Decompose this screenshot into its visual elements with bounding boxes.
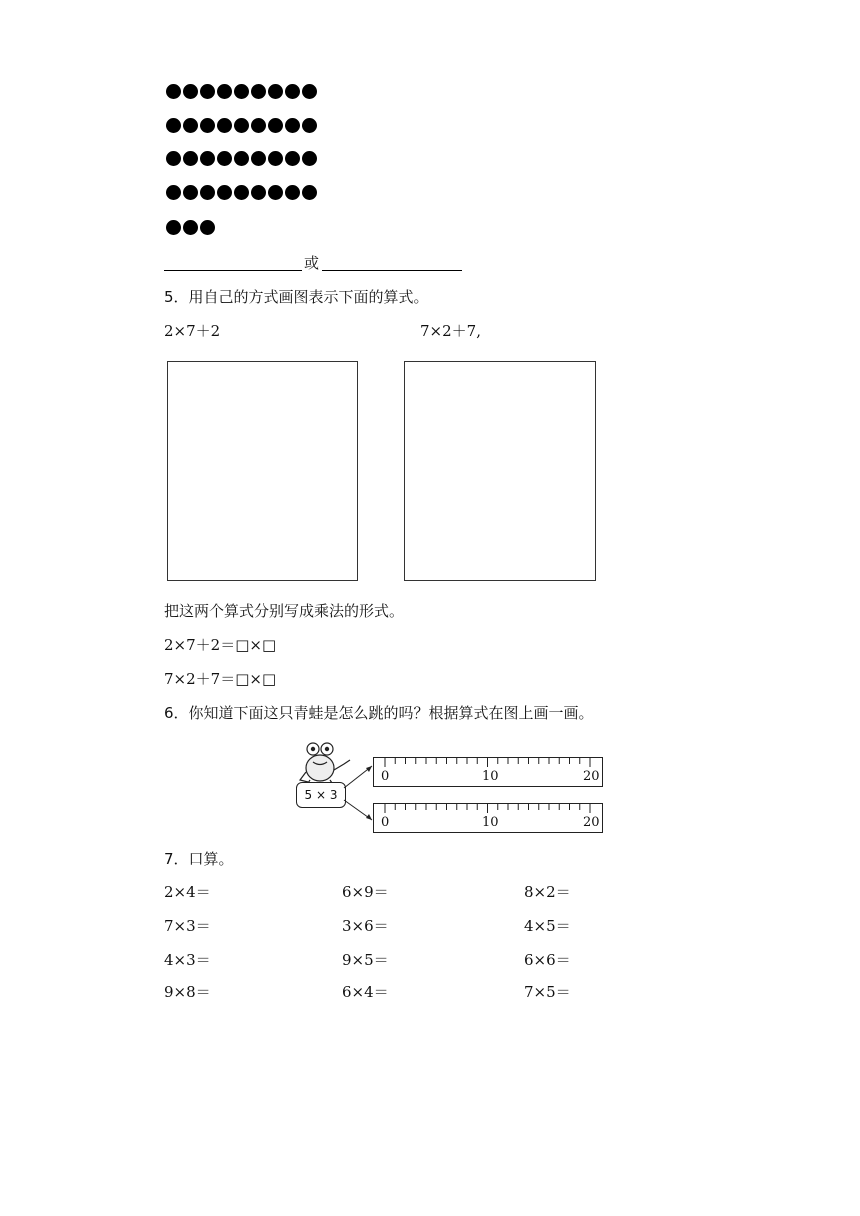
dot xyxy=(285,185,300,200)
dot xyxy=(268,84,283,99)
question-7-title: 7．口算。 xyxy=(164,850,234,868)
dot xyxy=(251,185,266,200)
dot xyxy=(166,118,181,133)
dot xyxy=(166,220,181,235)
ruler-label-10: 10 xyxy=(482,815,499,830)
dot xyxy=(268,151,283,166)
arith-item: 4×3＝ xyxy=(164,951,211,969)
ruler-label-20: 20 xyxy=(583,769,600,784)
dot xyxy=(251,118,266,133)
question-6-title: 6．你知道下面这只青蛙是怎么跳的吗？根据算式在图上画一画。 xyxy=(164,704,594,722)
dot xyxy=(285,84,300,99)
multiplication-line-2: 7×2＋7＝□×□ xyxy=(164,670,277,688)
number-line-ruler-2[interactable] xyxy=(373,803,603,833)
dot xyxy=(234,84,249,99)
dot xyxy=(183,84,198,99)
ruler-label-0: 0 xyxy=(381,769,390,784)
dot xyxy=(268,118,283,133)
dot xyxy=(234,118,249,133)
arith-item: 9×8＝ xyxy=(164,983,211,1001)
arith-item: 3×6＝ xyxy=(342,917,389,935)
ruler-label-10: 10 xyxy=(482,769,499,784)
answer-blank-1[interactable] xyxy=(164,270,302,271)
dot xyxy=(285,118,300,133)
ruler-label-0: 0 xyxy=(381,815,390,830)
arith-item: 4×5＝ xyxy=(524,917,571,935)
dot xyxy=(200,185,215,200)
answer-blank-2[interactable] xyxy=(322,270,462,271)
dot xyxy=(251,151,266,166)
dot xyxy=(166,151,181,166)
drawing-box-left[interactable] xyxy=(167,361,358,581)
dot xyxy=(183,151,198,166)
dot-row xyxy=(166,220,215,236)
dot xyxy=(302,84,317,99)
dot xyxy=(302,185,317,200)
formula-text: 5 × 3 xyxy=(304,788,338,802)
or-word: 或 xyxy=(304,254,320,272)
number-line-ruler-1[interactable] xyxy=(373,757,603,787)
arith-item: 2×4＝ xyxy=(164,883,211,901)
dot xyxy=(217,118,232,133)
instruction-text: 把这两个算式分别写成乘法的形式。 xyxy=(164,602,405,620)
arith-item: 9×5＝ xyxy=(342,951,389,969)
formula-box xyxy=(296,782,346,808)
dot xyxy=(302,151,317,166)
dot xyxy=(285,151,300,166)
arith-item: 6×6＝ xyxy=(524,951,571,969)
dot xyxy=(217,151,232,166)
dot xyxy=(234,151,249,166)
dot xyxy=(200,84,215,99)
arith-item: 8×2＝ xyxy=(524,883,571,901)
expression-left: 2×7＋2 xyxy=(164,322,221,340)
dot xyxy=(166,185,181,200)
dot xyxy=(200,151,215,166)
arith-item: 7×5＝ xyxy=(524,983,571,1001)
multiplication-line-1: 2×7＋2＝□×□ xyxy=(164,636,277,654)
arith-item: 7×3＝ xyxy=(164,917,211,935)
dot xyxy=(302,118,317,133)
dot-row xyxy=(166,185,317,201)
dot xyxy=(183,220,198,235)
dot xyxy=(166,84,181,99)
dot xyxy=(183,118,198,133)
dot xyxy=(268,185,283,200)
arith-item: 6×4＝ xyxy=(342,983,389,1001)
dot-row xyxy=(166,118,317,134)
dot-row xyxy=(166,84,317,100)
dot xyxy=(217,185,232,200)
dot-row xyxy=(166,151,317,167)
question-5-title: 5．用自己的方式画图表示下面的算式。 xyxy=(164,288,429,306)
dot xyxy=(200,220,215,235)
dot xyxy=(200,118,215,133)
ruler-label-20: 20 xyxy=(583,815,600,830)
drawing-box-right[interactable] xyxy=(404,361,596,581)
dot xyxy=(183,185,198,200)
dot xyxy=(234,185,249,200)
arith-item: 6×9＝ xyxy=(342,883,389,901)
expression-right: 7×2＋7, xyxy=(420,322,481,340)
dot xyxy=(251,84,266,99)
dot xyxy=(217,84,232,99)
